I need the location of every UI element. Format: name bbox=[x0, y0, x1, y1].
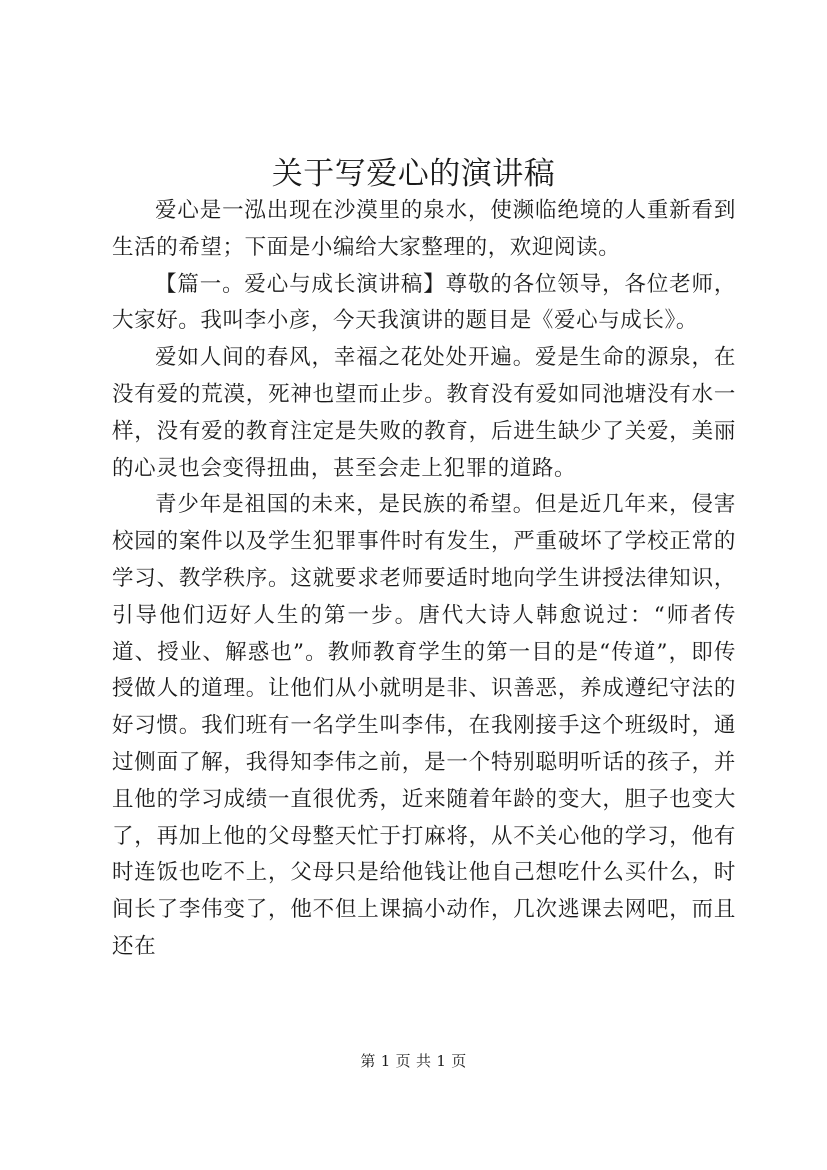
paragraph-love: 爱如人间的春风，幸福之花处处开遍。爱是生命的源泉，在没有爱的荒漠，死神也望而止步。教育没有爱如同池塘没有水一样，没有爱的教育注定是失败的教育，后进生缺少了关爱，美丽的心灵也会变得扭曲，甚至会走上犯罪的道路。 bbox=[112, 345, 736, 481]
page-footer: 第 1 页 共 1 页 bbox=[360, 1052, 467, 1070]
page-title: 关于写爱心的演讲稿 bbox=[271, 156, 556, 192]
document-body bbox=[112, 193, 736, 966]
paragraph-greeting: 【篇一。爱心与成长演讲稿】尊敬的各位领导，各位老师，大家好。我叫李小彦，今天我演讲的题目是《爱心与成长》。 bbox=[112, 271, 736, 334]
paragraph-intro: 爱心是一泓出现在沙漠里的泉水，使濒临绝境的人重新看到生活的希望；下面是小编给大家整理的，欢迎阅读。 bbox=[112, 198, 736, 260]
paragraph-youth: 青少年是祖国的未来，是民族的希望。但是近几年来，侵害校园的案件以及学生犯罪事件时有发生，严重破坏了学校正常的学习、教学秩序。这就要求老师要适时地向学生讲授法律知识，引导他们迈好人生的第一步。唐代大诗人韩愈说过：“师者传道、授业、解惑也”。教师教育学生的第一目的是“传道”，即传授做人的道理。让他们从小就明是非、识善恶，养成遵纪守法的好习惯。我们班有一名学生叫李伟，在我刚接手这个班级时，通过侧面了解，我得知李伟之前，是一个特别聪明听话的孩子，并且他的学习成绩一直很优秀，近来随着年龄的变大，胆子也变大了，再加上他的父母整天忙于打麻将，从不关心他的学习，他有时连饭也吃不上，父母只是给他钱让他自己想吃什么买什么，时间长了李伟变了，他不但上课搞小动作，几次逃课去网吧，而且还在 bbox=[112, 492, 736, 959]
